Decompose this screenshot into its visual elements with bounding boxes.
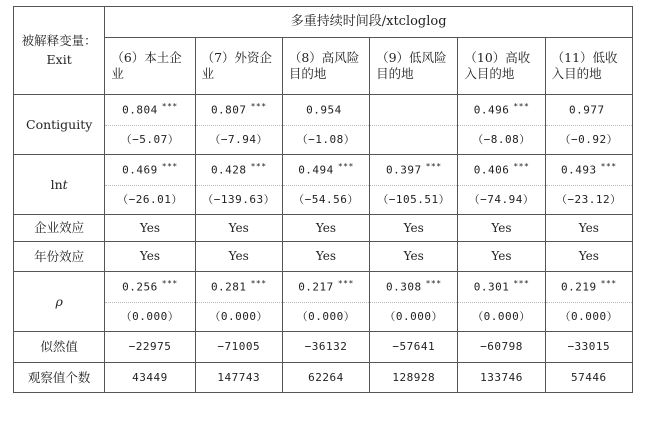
coef-cell: 0.256 *** [105,272,195,303]
significance-stars: *** [161,162,178,172]
significance-stars: *** [513,162,530,172]
significance-stars: *** [600,279,617,289]
significance-stars: *** [600,162,617,172]
row-label-contiguity: Contiguity [14,95,105,155]
se-cell: （−105.51） [370,186,458,215]
se-cell: （0.000） [282,303,369,332]
significance-stars: *** [250,279,267,289]
coef-cell: 0.428 *** [195,155,282,186]
coef-cell [370,95,458,126]
column-header: （6）本土企业 [105,38,195,95]
dependent-variable-name: Exit [46,51,72,67]
coef-cell: 0.308 *** [370,272,458,303]
significance-stars: *** [250,162,267,172]
se-cell: （−7.94） [195,126,282,155]
value-cell: Yes [545,215,632,242]
value-cell: −36132 [282,332,369,363]
coef-cell: 0.807 *** [195,95,282,126]
coef-cell: 0.494 *** [282,155,369,186]
coef-cell: 0.301 *** [458,272,545,303]
coef-cell: 0.804 *** [105,95,195,126]
coef-cell: 0.493 *** [545,155,632,186]
coef-cell: 0.397 *** [370,155,458,186]
significance-stars: *** [337,162,354,172]
value-cell: −57641 [370,332,458,363]
coef-cell: 0.406 *** [458,155,545,186]
se-cell: （−5.07） [105,126,195,155]
se-cell: （−1.08） [282,126,369,155]
coef-cell: 0.954 [282,95,369,126]
significance-stars: *** [425,279,442,289]
value-cell: Yes [195,242,282,272]
regression-table [13,6,633,393]
row-label-year-effect: 年份效应 [14,242,105,272]
observations-row [14,363,633,393]
firm-effect-row [14,215,633,242]
value-cell: Yes [458,242,545,272]
row-label-firm-effect: 企业效应 [14,215,105,242]
value-cell: −33015 [545,332,632,363]
value-cell: 147743 [195,363,282,393]
value-cell: 133746 [458,363,545,393]
contiguity-se-row [14,126,633,155]
rho-coef-row [14,272,633,303]
significance-stars: *** [250,102,267,112]
se-cell: （0.000） [195,303,282,332]
se-cell [370,126,458,155]
se-cell: （0.000） [458,303,545,332]
coef-cell: 0.496 *** [458,95,545,126]
row-label-observations: 观察值个数 [14,363,105,393]
column-header: （8）高风险目的地 [282,38,369,95]
dependent-variable-cell [14,7,105,95]
coef-cell: 0.281 *** [195,272,282,303]
significance-stars: *** [161,102,178,112]
se-cell: （−54.56） [282,186,369,215]
se-cell: （−74.94） [458,186,545,215]
se-cell: （0.000） [545,303,632,332]
value-cell: Yes [105,215,195,242]
se-cell: （−26.01） [105,186,195,215]
se-cell: （−139.63） [195,186,282,215]
value-cell: 62264 [282,363,369,393]
row-label-lnt: lnt [14,155,105,215]
coef-cell: 0.469 *** [105,155,195,186]
rho-se-row [14,303,633,332]
lnt-coef-row [14,155,633,186]
value-cell: Yes [458,215,545,242]
value-cell: 57446 [545,363,632,393]
se-cell: （−0.92） [545,126,632,155]
se-cell: （0.000） [105,303,195,332]
value-cell: Yes [370,242,458,272]
lnt-se-row [14,186,633,215]
se-cell: （−8.08） [458,126,545,155]
column-header: （10）高收入目的地 [458,38,545,95]
significance-stars: *** [513,102,530,112]
coef-cell: 0.219 *** [545,272,632,303]
dependent-variable-label: 被解释变量： [21,33,97,49]
value-cell: Yes [282,242,369,272]
value-cell: −60798 [458,332,545,363]
significance-stars: *** [513,279,530,289]
value-cell: 128928 [370,363,458,393]
value-cell: Yes [195,215,282,242]
column-header: （9）低风险目的地 [370,38,458,95]
value-cell: 43449 [105,363,195,393]
column-header: （7）外资企业 [195,38,282,95]
significance-stars: *** [161,279,178,289]
contiguity-coef-row [14,95,633,126]
significance-stars: *** [425,162,442,172]
value-cell: −22975 [105,332,195,363]
group-title: 多重持续时间段/xtcloglog [105,7,633,38]
year-effect-row [14,242,633,272]
value-cell: −71005 [195,332,282,363]
coef-cell: 0.217 *** [282,272,369,303]
loglik-row [14,332,633,363]
value-cell: Yes [282,215,369,242]
se-cell: （−23.12） [545,186,632,215]
se-cell: （0.000） [370,303,458,332]
row-label-rho: ρ [14,272,105,332]
value-cell: Yes [105,242,195,272]
value-cell: Yes [545,242,632,272]
column-header: （11）低收入目的地 [545,38,632,95]
significance-stars: *** [337,279,354,289]
coef-cell: 0.977 [545,95,632,126]
value-cell: Yes [370,215,458,242]
row-label-loglik: 似然值 [14,332,105,363]
